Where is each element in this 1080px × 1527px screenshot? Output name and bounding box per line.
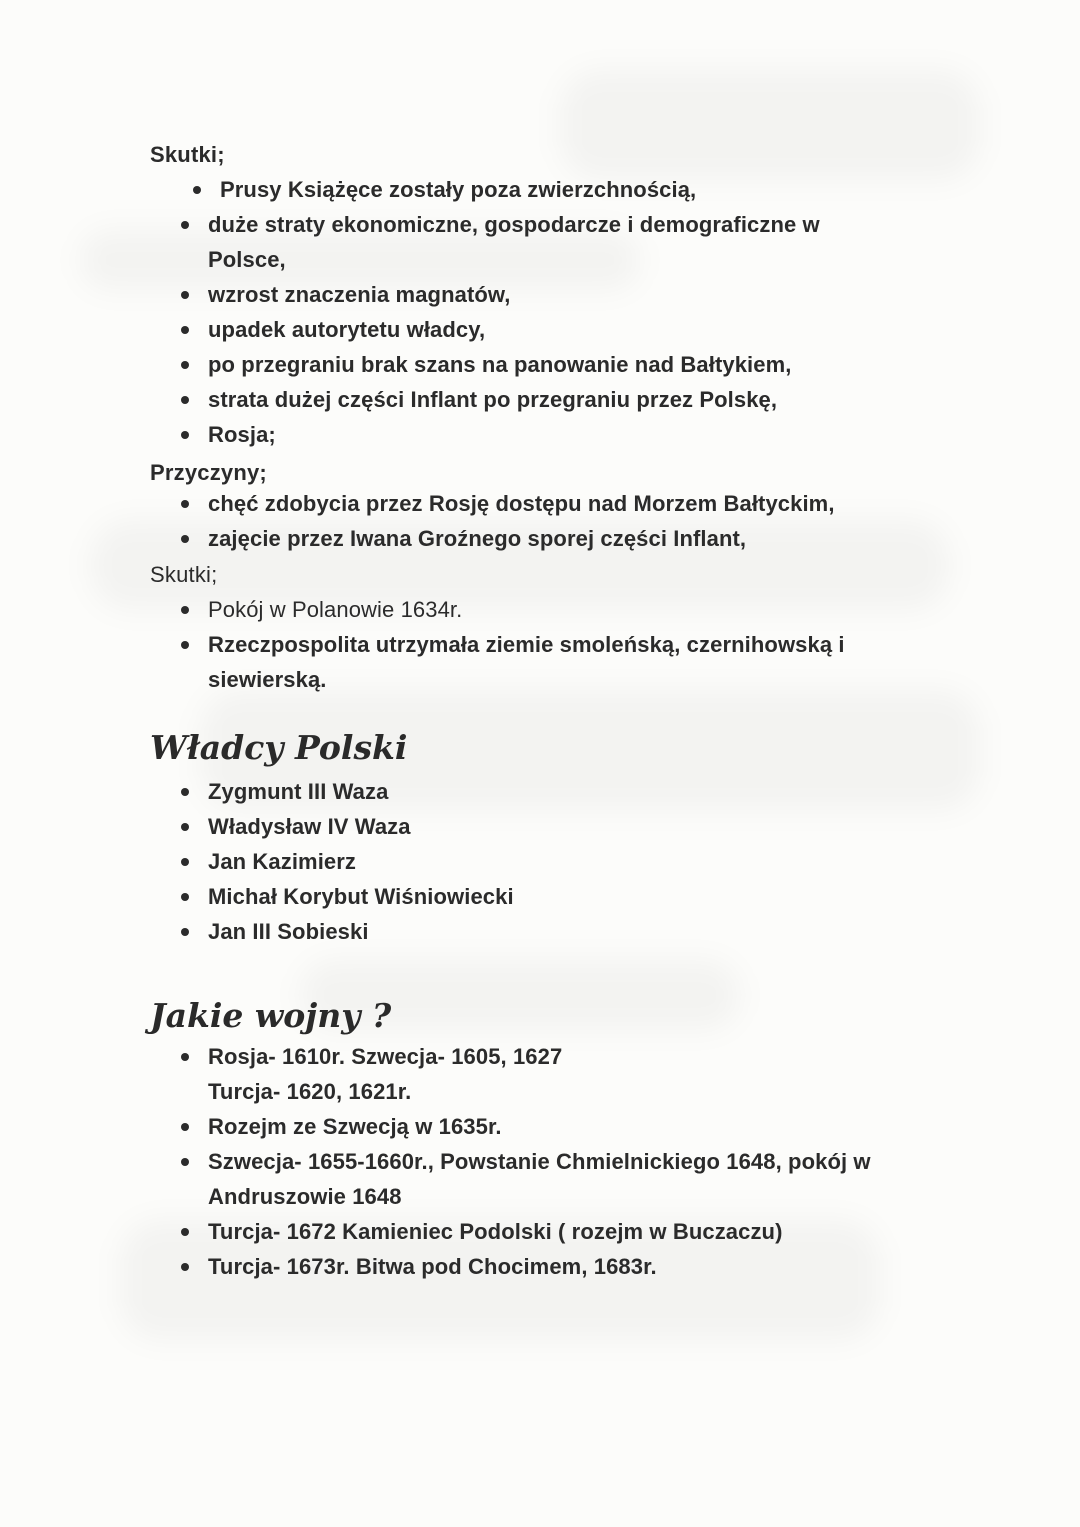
list-item: chęć zdobycia przez Rosję dostępu nad Morzem Bałtyckim, bbox=[178, 486, 918, 521]
rulers-list bbox=[178, 774, 778, 949]
effects-list-continued bbox=[178, 207, 858, 452]
section-label-skutki-2: Skutki; bbox=[150, 562, 218, 587]
list-item: Pokój w Polanowie 1634r. bbox=[178, 592, 868, 627]
list-item: Rzeczpospolita utrzymała ziemie smoleńską, czernihowską i siewierską. bbox=[178, 627, 868, 697]
list-item: Jan Kazimierz bbox=[178, 844, 778, 879]
list-item: Rozejm ze Szwecją w 1635r. bbox=[178, 1109, 908, 1144]
list-item-continuation: Rosja; bbox=[178, 417, 858, 452]
effects-list-2 bbox=[178, 592, 868, 697]
list-item: Jan III Sobieski bbox=[178, 914, 778, 949]
list-item: Prusy Książęce zostały poza zwierzchnością, bbox=[190, 172, 910, 207]
list-item: Władysław IV Waza bbox=[178, 809, 778, 844]
list-item: Turcja- 1673r. Bitwa pod Chocimem, 1683r. bbox=[178, 1249, 908, 1284]
list-item: Szwecja- 1655-1660r., Powstanie Chmielnickiego 1648, pokój w Andruszowie 1648 bbox=[178, 1144, 908, 1214]
list-item: wzrost znaczenia magnatów, bbox=[178, 277, 858, 312]
heading-rulers: Władcy Polski bbox=[150, 728, 408, 767]
heading-wars: Jakie wojny ? bbox=[150, 996, 392, 1035]
list-item: Turcja- 1672 Kamieniec Podolski ( rozejm w Buczaczu) bbox=[178, 1214, 908, 1249]
wars-list bbox=[178, 1109, 908, 1284]
list-item: Rosja- 1610r. Szwecja- 1605, 1627 Turcja- 1620, 1621r. bbox=[178, 1039, 578, 1109]
section-label-przyczyny: Przyczyny; bbox=[150, 460, 267, 485]
bleed-through bbox=[560, 70, 980, 180]
list-item: duże straty ekonomiczne, gospodarcze i demograficzne w Polsce, bbox=[178, 207, 858, 277]
list-item: strata dużej części Inflant po przegraniu przez Polskę, bbox=[178, 382, 858, 417]
list-item: Zygmunt III Waza bbox=[178, 774, 778, 809]
wars-list-first bbox=[178, 1039, 578, 1109]
causes-list bbox=[178, 486, 918, 556]
list-item: zajęcie przez Iwana Groźnego sporej części Inflant, bbox=[178, 521, 918, 556]
list-item: po przegraniu brak szans na panowanie nad Bałtykiem, bbox=[178, 347, 858, 382]
list-item: upadek autorytetu władcy, bbox=[178, 312, 858, 347]
effects-list bbox=[190, 172, 910, 207]
section-label-skutki: Skutki; bbox=[150, 142, 225, 167]
list-item: Michał Korybut Wiśniowiecki bbox=[178, 879, 778, 914]
